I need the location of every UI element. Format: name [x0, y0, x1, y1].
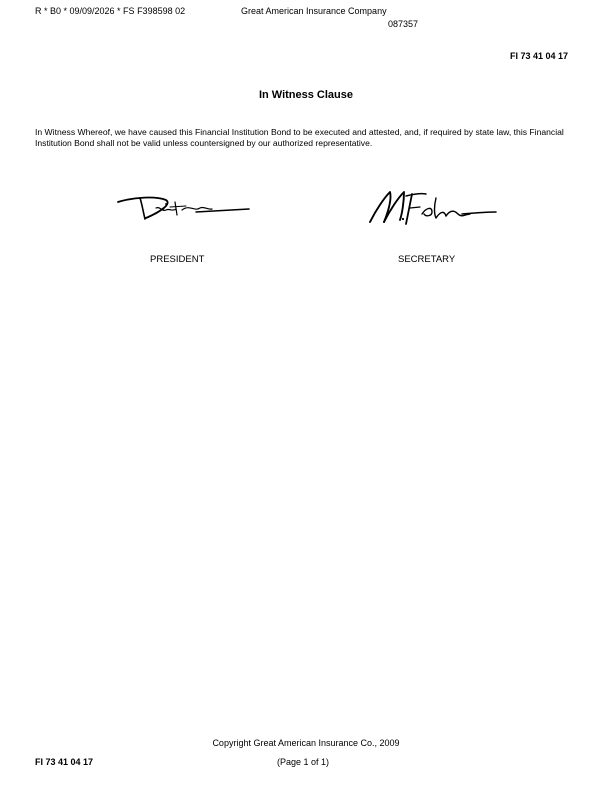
secretary-label: SECRETARY [398, 254, 456, 265]
president-signature [112, 188, 252, 228]
form-number-top: FI 73 41 04 17 [510, 51, 569, 61]
form-number-bottom: FI 73 41 04 17 [35, 757, 94, 767]
copyright-notice: Copyright Great American Insurance Co., 2009 [212, 738, 400, 748]
company-name: Great American Insurance Company [241, 6, 387, 16]
clause-body-text: In Witness Whereof, we have caused this Financial Institution Bond to be executed and attested, and, if required by state law, this Financial Institution Bond shall not be valid unless countersigned by our authorized representative. [35, 127, 564, 148]
page-title: In Witness Clause [258, 89, 354, 101]
president-label: PRESIDENT [150, 254, 205, 265]
company-code: 087357 [388, 19, 419, 29]
secretary-signature [362, 184, 502, 230]
page-indicator: (Page 1 of 1) [277, 757, 330, 767]
record-line: R * B0 * 09/09/2026 * FS F398598 02 [35, 6, 186, 16]
